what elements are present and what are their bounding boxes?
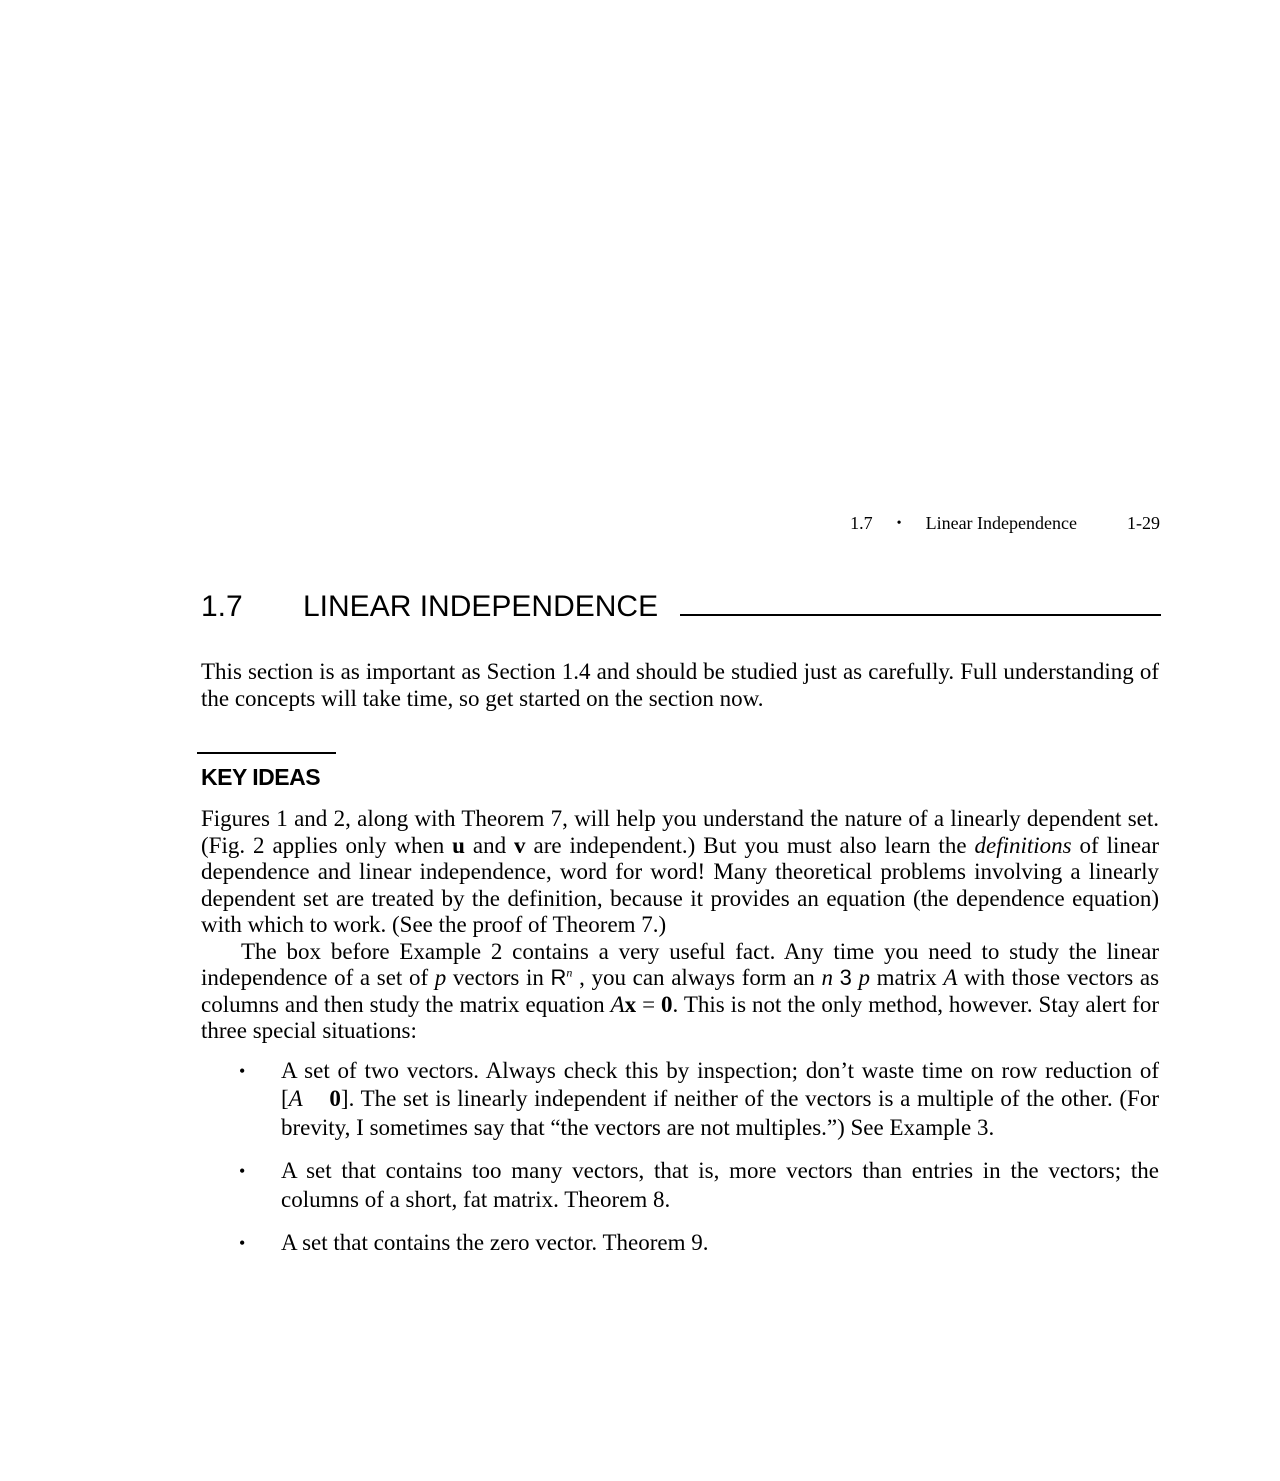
special-situations-list bbox=[201, 1057, 1159, 1258]
heading-rule bbox=[680, 588, 1161, 616]
running-header bbox=[0, 513, 1160, 534]
header-title: Linear Independence bbox=[925, 513, 1077, 533]
bullet-icon: • bbox=[239, 1161, 246, 1181]
list-item: • A set that contains too many vectors, that is, more vectors than entries in the vectors; the columns of a short, fat matrix. Theorem 8. bbox=[239, 1158, 1159, 1212]
list-item: • A set of two vectors. Always check this by inspection; don’t waste time on row reduction of [A 0]. The set is linearly independent if neither of the vectors is a multiple of the other. (For brevity, I sometimes say that “the vectors are not multiples.”) See Example 3. bbox=[239, 1057, 1159, 1140]
paragraph-figures: Figures 1 and 2, along with Theorem 7, will help you understand the nature of a linearly dependent set. (Fig. 2 applies only when u and v are independent.) But you must also learn the definitions of linear dependence and linear independence, word for word! Many theoretical problems involving a linearly dependent set are treated by the definition, because it provides an equation (the dependence equation) with which to work. (See the proof of Theorem 7.) bbox=[201, 806, 1160, 937]
list-item: • A set that contains the zero vector. Theorem 9. bbox=[201, 1229, 1159, 1258]
header-bullet-icon: • bbox=[896, 515, 902, 531]
key-ideas-body bbox=[201, 806, 1159, 1273]
key-ideas-rule bbox=[197, 752, 336, 754]
section-heading bbox=[201, 588, 1161, 624]
key-ideas-heading: KEY IDEAS bbox=[201, 764, 321, 790]
bullet-icon: • bbox=[239, 1233, 246, 1253]
intro-paragraph: This section is as important as Section 1.4 and should be studied just as carefully. Full understanding of the concepts will take time, so get started on the section now. bbox=[201, 659, 1159, 711]
page-number: 1-29 bbox=[1127, 513, 1160, 533]
section-number: 1.7 bbox=[201, 590, 243, 623]
section-title: LINEAR INDEPENDENCE bbox=[303, 590, 659, 623]
paragraph-box-fact: The box before Example 2 contains a very useful fact. Any time you need to study the linear independence of a set of p vectors in $R^n$ , you can always form an n 3 p matrix A with those vectors as columns and then study the matrix equation Ax = 0. This is not the only method, however. Stay alert for three special situations: bbox=[201, 938, 1160, 1043]
header-section-number: 1.7 bbox=[850, 513, 873, 533]
bullet-icon: • bbox=[239, 1060, 246, 1081]
